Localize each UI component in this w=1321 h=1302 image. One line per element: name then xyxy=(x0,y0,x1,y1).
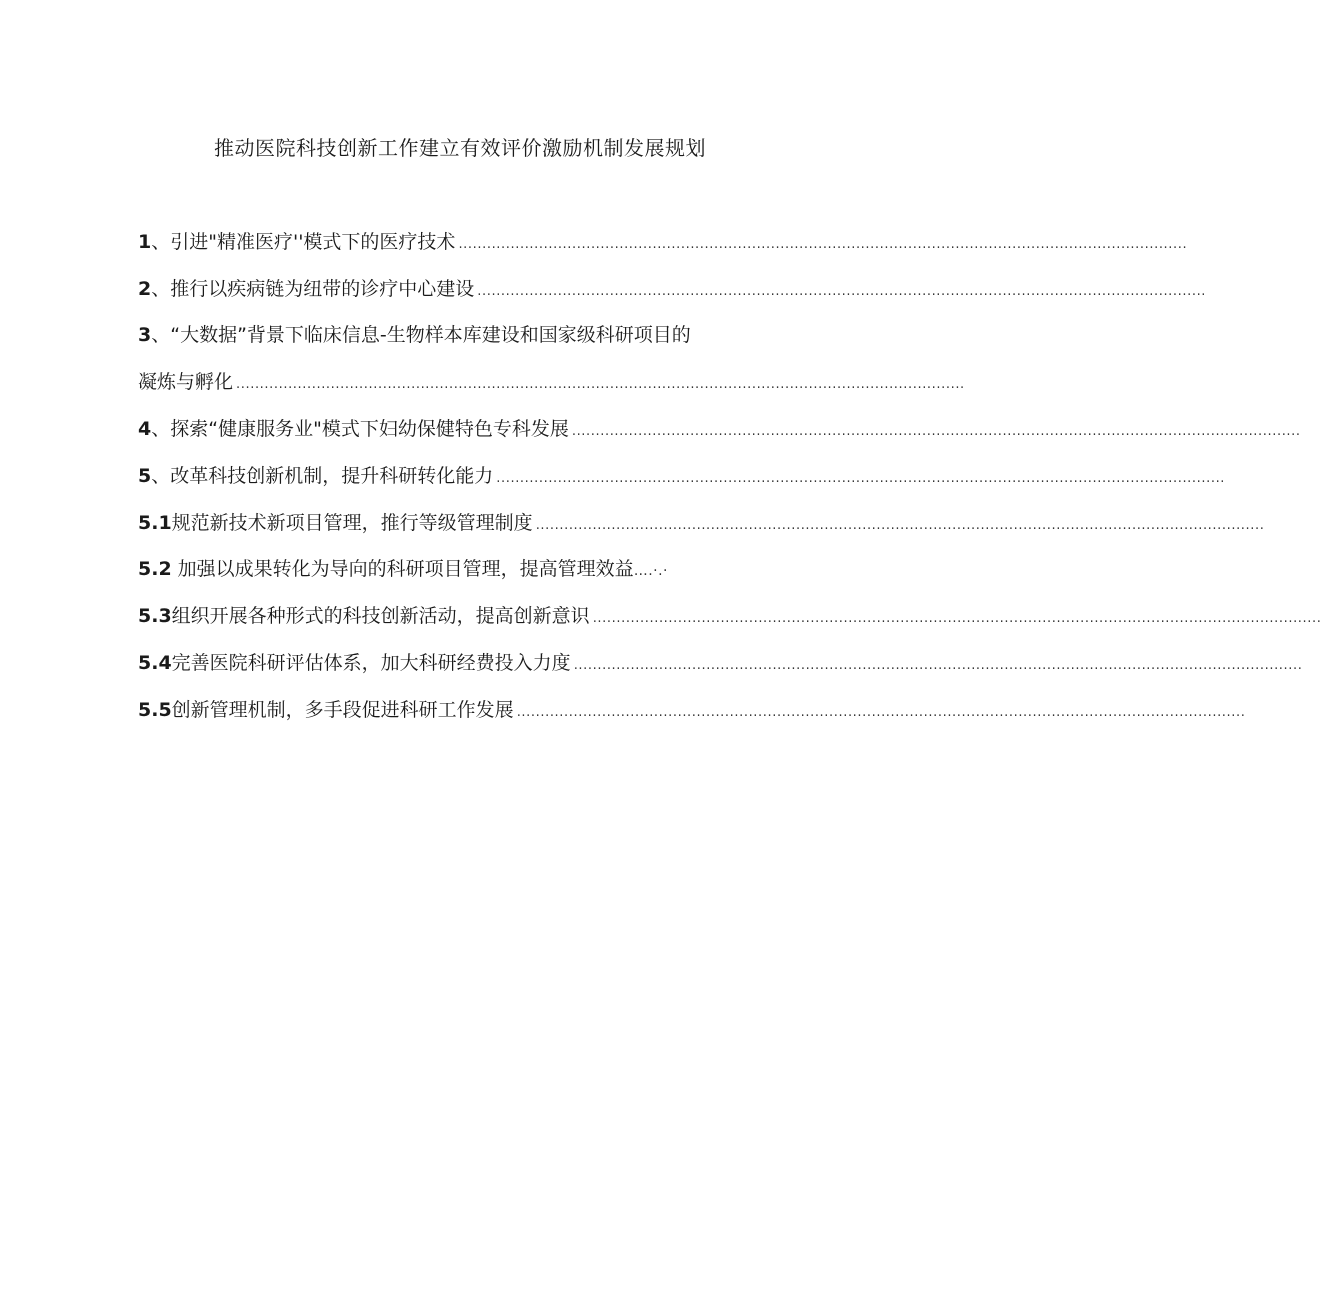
toc-dot-leader: .......................................................................................................................................................... xyxy=(592,611,1321,626)
toc-entry-number: 5.3 xyxy=(138,605,172,627)
toc-dot-leader: .......................................................................................................................................................... xyxy=(477,284,1207,299)
toc-dot-leader: .......................................................................................................................................................... xyxy=(535,518,1265,533)
toc-entry-number: 4 xyxy=(138,418,152,440)
toc-entry-number: 5.1 xyxy=(138,512,172,534)
toc-entry-number: 3 xyxy=(138,324,152,346)
toc-entry-separator: 、 xyxy=(151,324,171,346)
toc-entry-number: 5.5 xyxy=(138,699,172,721)
toc-entry-text: “大数据”背景下临床信息-生物样本库建设和国家级科研项目的 xyxy=(170,324,691,346)
toc-entry-3[interactable] xyxy=(138,319,772,351)
toc-entry-separator: 、 xyxy=(151,278,171,300)
toc-entry-number: 5.2 xyxy=(138,558,172,580)
toc-entry-3-continued[interactable] xyxy=(138,366,965,398)
toc-entry-5-2[interactable] xyxy=(138,553,772,585)
toc-entry-5-4[interactable] xyxy=(138,647,1303,679)
toc-dot-leader: .......................................................................................................................................................... xyxy=(458,237,1188,252)
toc-entry-text: 凝炼与孵化 xyxy=(138,371,234,393)
toc-entry-5-1[interactable] xyxy=(138,507,1265,539)
toc-entry-number: 1 xyxy=(138,231,152,253)
toc-entry-1[interactable] xyxy=(138,226,1188,258)
toc-entry-text: 完善医院科研评估体系，加大科研经费投入力度 xyxy=(171,652,571,674)
toc-dot-leader: .......................................................................................................................................................... xyxy=(236,377,965,392)
toc-dot-leader: .......................................................................................................................................................... xyxy=(573,658,1303,673)
toc-entry-separator: 、 xyxy=(151,465,171,487)
toc-entry-text: 探索“健康服务业"模式下妇幼保健特色专科发展 xyxy=(170,418,569,440)
toc-entry-text: 组织开展各种形式的科技创新活动，提高创新意识 xyxy=(171,605,590,627)
toc-entry-2[interactable] xyxy=(138,273,1207,305)
toc-entry-5-5[interactable] xyxy=(138,694,1246,726)
toc-entry-5-3[interactable] xyxy=(138,600,1321,632)
toc-entry-text: 规范新技术新项目管理，推行等级管理制度 xyxy=(171,512,533,534)
toc-entry-separator: 、 xyxy=(151,418,171,440)
toc-entry-number: 5.4 xyxy=(138,652,172,674)
toc-entry-text: 引进"精准医疗''模式下的医疗技术 xyxy=(170,231,456,253)
toc-dot-leader: .......................................................................................................................................................... xyxy=(571,424,1301,439)
toc-entry-5[interactable] xyxy=(138,460,1226,492)
toc-dot-leader: ….·.· xyxy=(633,563,668,579)
document-title: 推动医院科技创新工作建立有效评价激励机制发展规划 xyxy=(214,136,706,160)
toc-dot-leader: .......................................................................................................................................................... xyxy=(516,705,1246,720)
toc-entry-text: 创新管理机制，多手段促进科研工作发展 xyxy=(171,699,514,721)
toc-entry-text: 推行以疾病链为纽带的诊疗中心建设 xyxy=(170,278,475,300)
toc-entry-text: 改革科技创新机制，提升科研转化能力 xyxy=(170,465,494,487)
toc-dot-leader: .......................................................................................................................................................... xyxy=(496,471,1226,486)
toc-entry-separator: 、 xyxy=(151,231,171,253)
toc-entry-4[interactable] xyxy=(138,413,1301,445)
toc-entry-text: 加强以成果转化为导向的科研项目管理，提高管理效益 xyxy=(177,558,634,580)
toc-entry-number: 5 xyxy=(138,465,152,487)
toc-entry-number: 2 xyxy=(138,278,152,300)
